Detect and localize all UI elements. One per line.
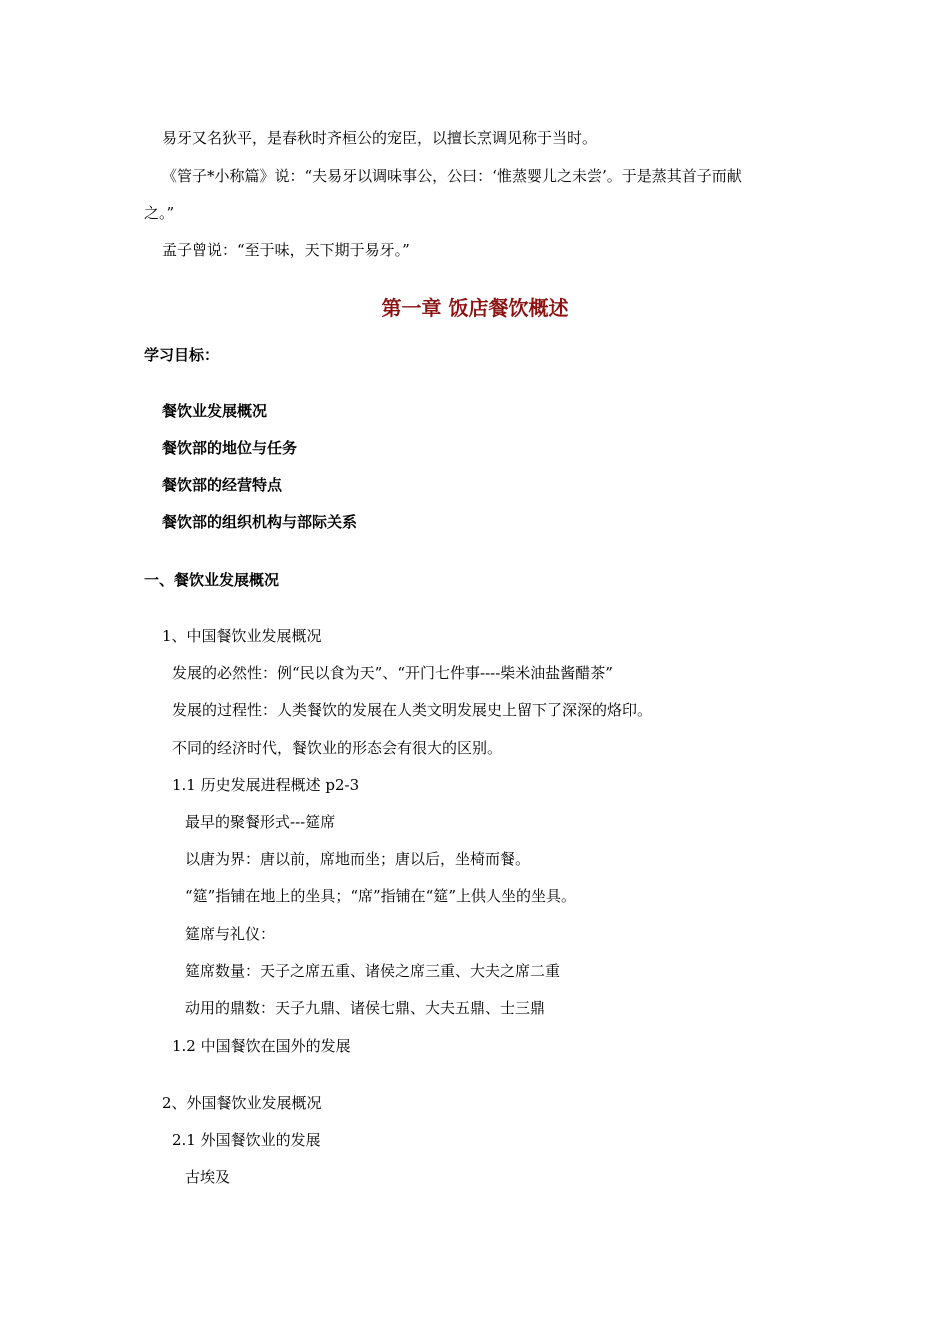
subsection-2-1-title: 2.1 外国餐饮业的发展 xyxy=(172,1131,321,1149)
subsection-1-title: 1、中国餐饮业发展概况 xyxy=(162,627,322,645)
subsection-1-1-line: 最早的聚餐形式---筵席 xyxy=(185,813,336,831)
subsection-1-1-line: 筵席与礼仪： xyxy=(185,925,276,943)
objective-item: 餐饮部的地位与任务 xyxy=(162,439,298,457)
subsection-1-line: 不同的经济时代，餐饮业的形态会有很大的区别。 xyxy=(172,739,503,757)
intro-paragraph-1: 易牙又名狄平，是春秋时齐桓公的宠臣，以擅长烹调见称于当时。 xyxy=(162,129,598,147)
subsection-1-2-title: 1.2 中国餐饮在国外的发展 xyxy=(172,1037,351,1055)
subsection-1-1-line: 以唐为界：唐以前，席地而坐；唐以后，坐椅而餐。 xyxy=(185,850,531,868)
intro-paragraph-2-line-1: 《管子*小称篇》说：“夫易牙以调味事公，公曰：‘惟蒸婴儿之未尝’。于是蒸其首子而献 xyxy=(162,167,742,185)
subsection-2-1-line: 古埃及 xyxy=(185,1168,231,1186)
intro-paragraph-2-line-2: 之。” xyxy=(144,204,175,222)
subsection-1-1-line: “筵”指铺在地上的坐具；“席”指铺在“筵”上供人坐的坐具。 xyxy=(185,887,577,905)
intro-paragraph-3: 孟子曾说：“至于味，天下期于易牙。” xyxy=(162,241,410,259)
objective-item: 餐饮部的组织机构与部际关系 xyxy=(162,513,358,531)
objectives-heading: 学习目标： xyxy=(144,346,220,364)
subsection-1-1-line: 筵席数量：天子之席五重、诸侯之席三重、大夫之席二重 xyxy=(185,962,561,980)
subsection-2-title: 2、外国餐饮业发展概况 xyxy=(162,1094,322,1112)
subsection-1-1-line: 动用的鼎数：天子九鼎、诸侯七鼎、大夫五鼎、士三鼎 xyxy=(185,999,546,1017)
subsection-1-line: 发展的必然性：例“民以食为天”、“开门七件事----柴米油盐酱醋茶” xyxy=(172,664,613,682)
section-1-heading: 一、餐饮业发展概况 xyxy=(144,571,280,589)
subsection-1-line: 发展的过程性：人类餐饮的发展在人类文明发展史上留下了深深的烙印。 xyxy=(172,701,653,719)
chapter-title: 第一章 饭店餐饮概述 xyxy=(381,296,569,320)
objective-item: 餐饮部的经营特点 xyxy=(162,476,283,494)
subsection-1-1-title: 1.1 历史发展进程概述 p2-3 xyxy=(172,776,360,794)
objective-item: 餐饮业发展概况 xyxy=(162,402,268,420)
